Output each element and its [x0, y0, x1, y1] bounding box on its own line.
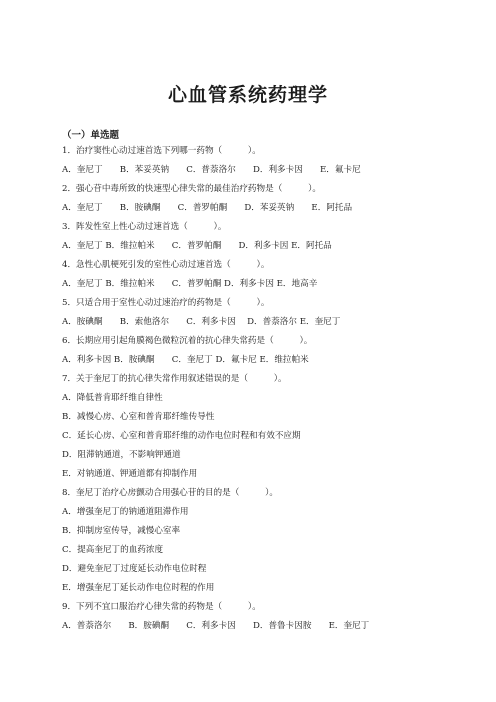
- question-line: 2．强心苷中毒所致的快速型心律失常的最佳治疗药物是（ ）。: [62, 184, 321, 194]
- option-line: D．阻滞钠通道，不影响钾通道: [62, 450, 181, 460]
- question-line: 3．阵发性室上性心动过速首选（ ）。: [62, 222, 227, 232]
- option-line: B．抑制房室传导，减慢心室率: [62, 526, 181, 536]
- question-line: 1．治疗窦性心动过速首选下列哪一药物（ ）。: [62, 146, 261, 156]
- option-line: E．增强奎尼丁延长动作电位时程的作用: [62, 583, 215, 593]
- question-line: 8．奎尼丁治疗心房颤动合用强心苷的目的是（ ）。: [62, 488, 279, 498]
- section-heading: （一）单选题: [62, 130, 120, 141]
- options-line: A．胺碘酮 B．索他洛尔 C．利多卡因 D．普萘洛尔 E．奎尼丁: [62, 317, 341, 327]
- question-line: 6．长期应用引起角膜褐色微粒沉着的抗心律失常药是（ ）。: [62, 336, 313, 346]
- option-line: C．提高奎尼丁的血药浓度: [62, 545, 164, 555]
- options-line: A．奎尼丁 B．苯妥英钠 C．普萘洛尔 D．利多卡因 E．氟卡尼: [62, 165, 361, 175]
- options-line: A．奎尼丁 B．维拉帕米 C．普罗帕酮 D．利多卡因 E．地高辛: [62, 279, 318, 289]
- options-line: A．奎尼丁 B．维拉帕米 C．普罗帕酮 D．利多卡因 E．阿托品: [62, 241, 332, 251]
- option-line: B．减慢心房、心室和普肯耶纤维传导性: [62, 412, 215, 422]
- option-line: A．降低普肯耶纤维自律性: [62, 393, 163, 403]
- options-line: A．利多卡因 B．胺碘酮 C．奎尼丁 D．氟卡尼 E．维拉帕米: [62, 355, 309, 365]
- question-line: 4．急性心肌梗死引发的室性心动过速首选（ ）。: [62, 260, 270, 270]
- question-line: 7．关于奎尼丁的抗心律失常作用叙述错误的是（ ）。: [62, 374, 287, 384]
- option-line: D．避免奎尼丁过度延长动作电位时程: [62, 564, 207, 574]
- option-line: C．延长心房、心室和普肯耶纤维的动作电位时程和有效不应期: [62, 431, 301, 441]
- option-line: E．对钠通道、钾通道都有抑制作用: [62, 469, 198, 479]
- options-line: A．普萘洛尔 B．胺碘酮 C．利多卡因 D．普鲁卡因胺 E．奎尼丁: [62, 621, 370, 631]
- document-title: 心血管系统药理学: [167, 84, 328, 106]
- options-line: A．奎尼丁 B．胺碘酮 C．普罗帕酮 D．苯妥英钠 E．阿托品: [62, 203, 353, 213]
- option-line: A．增强奎尼丁的钠通道阻滞作用: [62, 507, 189, 517]
- question-line: 5．只适合用于室性心动过速治疗的药物是（ ）。: [62, 298, 270, 308]
- question-line: 9．下列不宜口服治疗心律失常的药物是（ ）。: [62, 602, 261, 612]
